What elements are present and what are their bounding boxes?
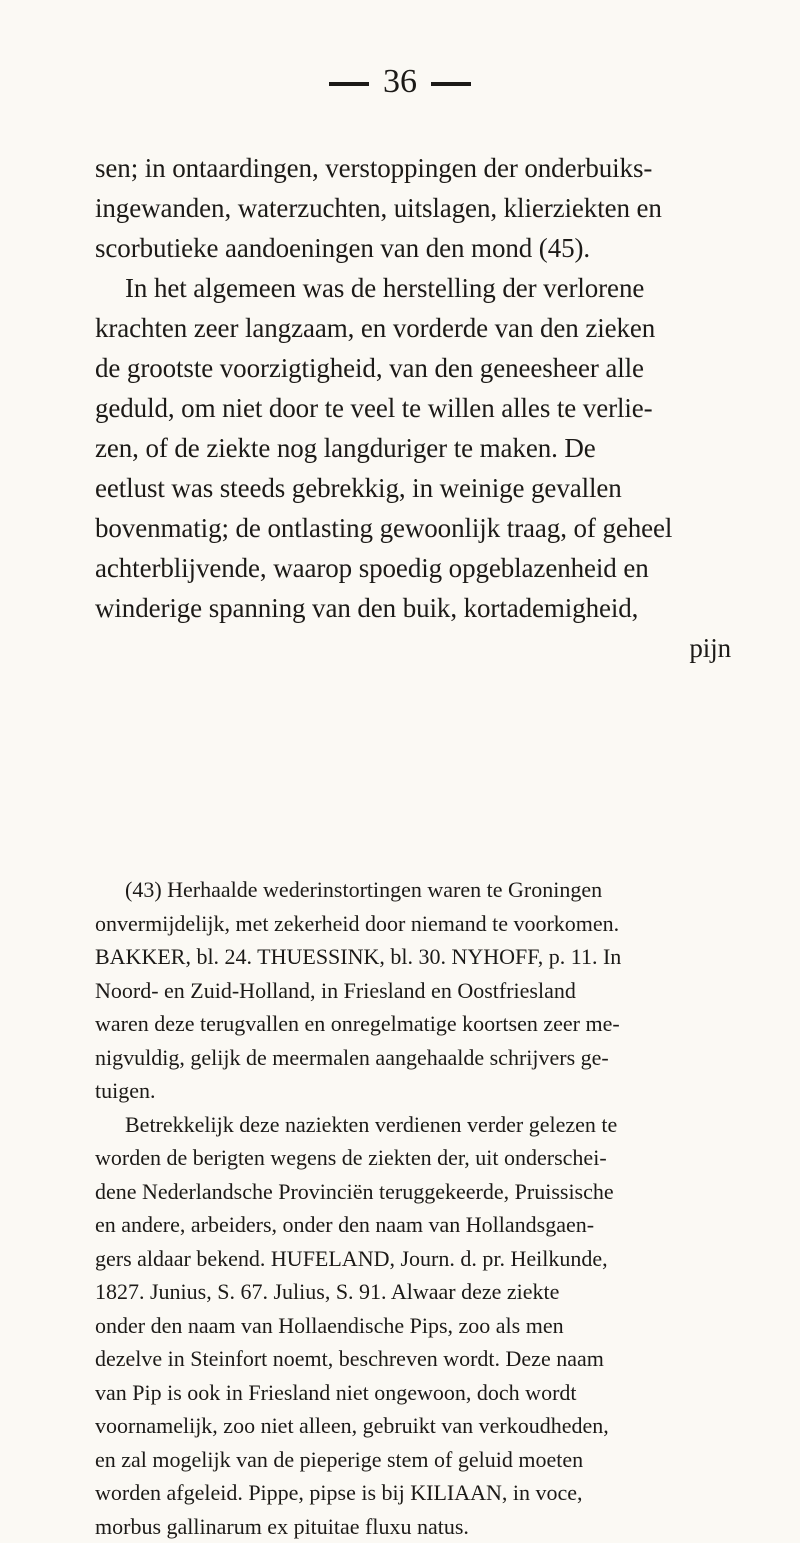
body-line: zen, of de ziekte nog langduriger te maken. De (95, 428, 735, 468)
left-dash (329, 82, 369, 86)
note-line: 1827. Junius, S. 67. Julius, S. 91. Alwaar deze ziekte (95, 1275, 735, 1309)
note-line: van Pip is ook in Friesland niet ongewoon, doch wordt (95, 1376, 735, 1410)
body-line: In het algemeen was de herstelling der verlorene (95, 268, 735, 308)
body-line: geduld, om niet door te veel te willen alles te verlie- (95, 388, 735, 428)
note-line: onder den naam van Hollaendische Pips, zoo als men (95, 1309, 735, 1343)
page-header (0, 62, 800, 102)
body-line: scorbutieke aandoeningen van den mond (45). (95, 228, 735, 268)
note-line: tuigen. (95, 1074, 735, 1108)
note-line: Betrekkelijk deze naziekten verdienen verder gelezen te (95, 1108, 735, 1142)
footnote (95, 873, 735, 1543)
body-line: krachten zeer langzaam, en vorderde van den zieken (95, 308, 735, 348)
note-line: Noord- en Zuid-Holland, in Friesland en Oostfriesland (95, 974, 735, 1008)
note-line: gers aldaar bekend. HUFELAND, Journ. d. pr. Heilkunde, (95, 1242, 735, 1276)
page-number: 36 (383, 63, 417, 100)
catchword: pijn (95, 628, 735, 668)
note-line: dene Nederlandsche Provinciën teruggekeerde, Pruissische (95, 1175, 735, 1209)
note-line: BAKKER, bl. 24. THUESSINK, bl. 30. NYHOFF, p. 11. In (95, 940, 735, 974)
note-line: worden afgeleid. Pippe, pipse is bij KILIAAN, in voce, (95, 1476, 735, 1510)
note-line: dezelve in Steinfort noemt, beschreven wordt. Deze naam (95, 1342, 735, 1376)
note-line: waren deze terugvallen en onregelmatige koortsen zeer me- (95, 1007, 735, 1041)
body-line: bovenmatig; de ontlasting gewoonlijk traag, of geheel (95, 508, 735, 548)
body-line: sen; in ontaardingen, verstoppingen der onderbuiks- (95, 148, 735, 188)
body-line: de grootste voorzigtigheid, van den geneesheer alle (95, 348, 735, 388)
note-line: worden de berigten wegens de ziekten der, uit onderschei- (95, 1141, 735, 1175)
note-line: en andere, arbeiders, onder den naam van Hollandsgaen- (95, 1208, 735, 1242)
note-line: (43) Herhaalde wederinstortingen waren te Groningen (95, 873, 735, 907)
note-line: nigvuldig, gelijk de meermalen aangehaalde schrijvers ge- (95, 1041, 735, 1075)
body-line: eetlust was steeds gebrekkig, in weinige gevallen (95, 468, 735, 508)
body-line: ingewanden, waterzuchten, uitslagen, klierziekten en (95, 188, 735, 228)
note-line: onvermijdelijk, met zekerheid door niemand te voorkomen. (95, 907, 735, 941)
note-line: voornamelijk, zoo niet alleen, gebruikt van verkoudheden, (95, 1409, 735, 1443)
main-text (95, 148, 735, 668)
note-line: en zal mogelijk van de pieperige stem of geluid moeten (95, 1443, 735, 1477)
body-line: achterblijvende, waarop spoedig opgeblazenheid en (95, 548, 735, 588)
note-line: morbus gallinarum ex pituitae fluxu natus. (95, 1510, 735, 1543)
body-line: winderige spanning van den buik, kortademigheid, (95, 588, 735, 628)
right-dash (431, 82, 471, 86)
